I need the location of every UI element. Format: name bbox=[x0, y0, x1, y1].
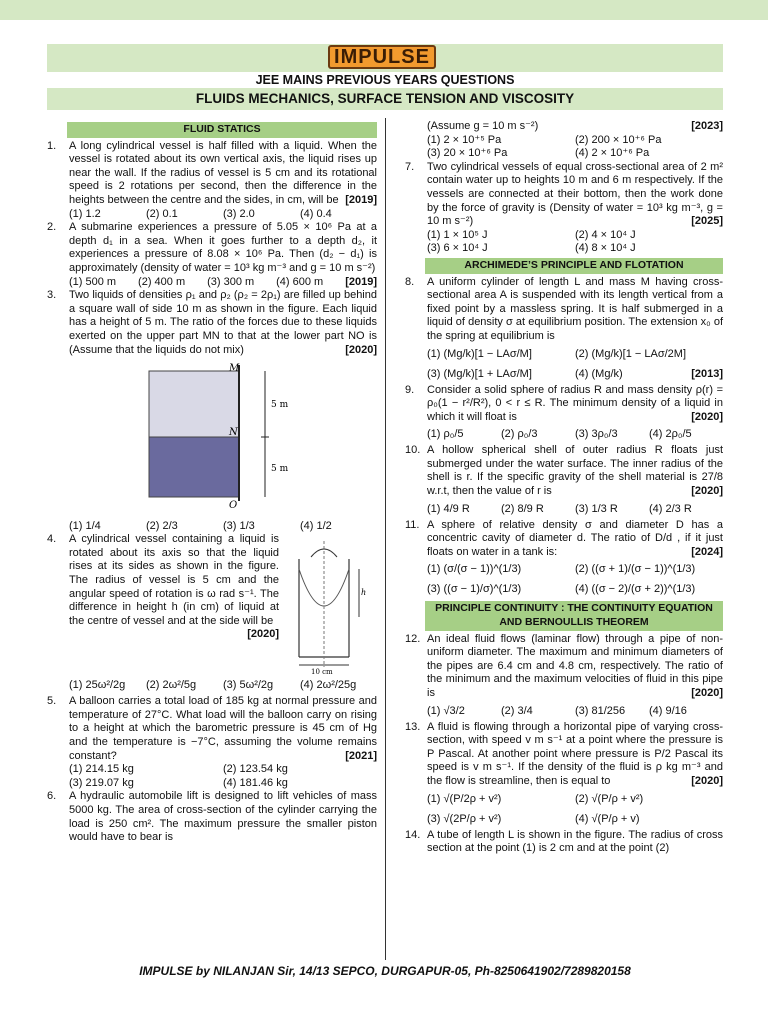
footer-address: IMPULSE by NILANJAN Sir, 14/13 SEPCO, DURGAPUR-05, Ph-8250641902/7289820158 bbox=[139, 964, 631, 978]
year-tag: [2013] bbox=[691, 367, 723, 380]
upper-liquid bbox=[149, 371, 239, 437]
question-8 bbox=[405, 276, 723, 344]
label-o: O bbox=[229, 500, 238, 510]
option: (1) 4/9 R bbox=[427, 502, 470, 515]
option: (1) 1/4 bbox=[69, 519, 101, 532]
vessel-figure bbox=[285, 533, 371, 675]
question-text: A uniform cylinder of length L and mass M having cross-sectional area A is suspended with its length vertical from a fixed point by a massless spring. It is half submerged in a liquid of density σ at equilibrium position. The extension x₀ of the spring at equilibrium is bbox=[427, 275, 723, 342]
option: (4) 2ω²/25g bbox=[300, 679, 357, 692]
label-width: 10 cm bbox=[311, 668, 333, 676]
question-number: 1. bbox=[47, 139, 57, 152]
option: (4) 181.46 kg bbox=[223, 776, 288, 789]
year-tag: [2020] bbox=[691, 410, 723, 423]
year-tag: [2020] bbox=[691, 485, 723, 498]
column-divider bbox=[385, 118, 386, 960]
option: (4) 2/3 R bbox=[649, 502, 692, 515]
question-number: 10. bbox=[405, 444, 421, 457]
option: (2) 3/4 bbox=[501, 704, 533, 717]
option: (1) 2 × 10⁺⁵ Pa bbox=[427, 133, 502, 146]
year-tag: [2020] bbox=[691, 687, 723, 699]
year-tag: [2025] bbox=[691, 215, 723, 228]
question-number: 8. bbox=[405, 275, 415, 288]
left-column bbox=[47, 120, 377, 845]
right-column bbox=[405, 120, 723, 856]
footer-band bbox=[0, 0, 768, 20]
question-4 bbox=[47, 533, 377, 675]
option: (4) 0.4 bbox=[300, 207, 332, 220]
question-number: 13. bbox=[405, 720, 421, 733]
question-10 bbox=[405, 444, 723, 498]
question-13 bbox=[405, 721, 723, 789]
option: (2) 400 m bbox=[138, 275, 186, 288]
question-text: A cylindrical vessel containing a liquid is rotated about its axis so that the liquid rises at its sides as shown in the figure. The radius of vessel is 5 cm and the angular speed of rotation is ω rad s⁻¹. The difference in height h (in cm) of liquid at the centre of vessel and at the side will be bbox=[69, 533, 279, 627]
question-text: (Assume g = 10 m s⁻²) bbox=[427, 120, 539, 132]
year-tag: [2024] bbox=[691, 545, 723, 558]
option: (2) 123.54 kg bbox=[223, 763, 288, 776]
question-number: 14. bbox=[405, 828, 421, 841]
question-9 bbox=[405, 384, 723, 425]
question-6-continued bbox=[405, 120, 723, 134]
section-fluid-statics: FLUID STATICS bbox=[67, 122, 377, 138]
option: (1) 25ω²/2g bbox=[69, 679, 126, 692]
subject-title: FLUIDS MECHANICS, SURFACE TENSION AND VISCOSITY bbox=[195, 91, 575, 106]
question-text: Consider a solid sphere of radius R and mass density ρ(r) = ρ₀(1 − r²/R²), 0 < r ≤ R. The minimum density of a liquid in which it will float is bbox=[427, 383, 723, 423]
options bbox=[405, 424, 723, 444]
option: (3) 20 × 10⁺⁶ Pa bbox=[427, 147, 508, 160]
option: (3) 1/3 bbox=[223, 519, 255, 532]
question-text: A tube of length L is shown in the figure. The radius of cross section at the point (1) is 2 cm and at the point (2) bbox=[427, 828, 723, 855]
year-tag: [2019] bbox=[345, 193, 377, 206]
year-tag: [2020] bbox=[345, 343, 377, 356]
option: (3) 81/256 bbox=[575, 704, 626, 717]
question-text: A long cylindrical vessel is half filled with a liquid. When the vessel is rotated about its own vertical axis, the liquid rises up near the wall. If the radius of vessel is 5 cm and its rotational speed is 2 rotations per second, then the difference in the heights between the centre and the sides, in cm, will be bbox=[69, 139, 377, 206]
options bbox=[47, 763, 377, 790]
option: (2) 2/3 bbox=[146, 519, 178, 532]
option: (1) ρ₀/5 bbox=[427, 428, 464, 441]
question-number: 4. bbox=[47, 533, 57, 546]
question-text: Two liquids of densities ρ₁ and ρ₂ (ρ₂ = 2ρ₁) are filled up behind a square wall of side 10 m as shown in the figure. Each liquid has a height of 5 m. The ratio of the forces due to these liquids exerted on the upper part MN to that at the lower part NO is (Assume that the liquids do not mix) bbox=[69, 289, 377, 356]
year-tag: [2021] bbox=[345, 749, 377, 762]
option: (2) √(P/ρ + v²) bbox=[575, 792, 644, 805]
impulse-logo: IMPULSE bbox=[328, 45, 436, 69]
question-text: A sphere of relative density σ and diameter D has a concentric cavity of diameter d. The ratio of D/d , if it just floats on water in a tank is: bbox=[427, 518, 723, 558]
option: (2) 200 × 10⁺⁶ Pa bbox=[575, 133, 662, 146]
option: (1) 1.2 bbox=[69, 207, 101, 220]
question-6 bbox=[47, 790, 377, 844]
year-tag: [2020] bbox=[691, 774, 723, 787]
option: (2) (Mg/k)[1 − LAσ/2M] bbox=[575, 347, 687, 360]
question-number: 7. bbox=[405, 160, 415, 173]
option: (2) 8/9 R bbox=[501, 502, 544, 515]
question-text: A fluid is flowing through a horizontal pipe of varying cross-section, with speed v m s⁻¹ at a point where the pressure is P Pascal. At another point where pressure is P/2 Pascal its speed is v m s⁻¹. If the density of the fluid is ρ kg m⁻³ and the flow is streamline, then is equal to bbox=[427, 720, 723, 787]
question-number: 9. bbox=[405, 383, 415, 396]
year-tag: [2020] bbox=[247, 628, 279, 641]
question-number: 11. bbox=[405, 518, 420, 531]
option: (4) ((σ − 2)/(σ + 2))^(1/3) bbox=[575, 583, 696, 596]
question-text-block bbox=[69, 533, 279, 675]
question-text: A balloon carries a total load of 185 kg at normal pressure and temperature of 27°C. What load will the balloon carry on rising to a height at which the barometric pressure is 45 cm of Hg and the temperature is −7°C, assuming the volume remains constant? bbox=[69, 695, 377, 762]
label-m: M bbox=[229, 363, 240, 375]
options bbox=[47, 675, 377, 695]
section-continuity: PRINCIPLE CONTINUITY : THE CONTINUITY EQUATION AND BERNOULLIS THEOREM bbox=[425, 601, 723, 630]
question-12 bbox=[405, 633, 723, 701]
option: (3) (Mg/k)[1 + LAσ/M] bbox=[427, 367, 532, 380]
option: (3) 300 m bbox=[207, 275, 255, 288]
tank-figure bbox=[147, 361, 377, 514]
option: (4) √(P/ρ + v) bbox=[575, 812, 640, 825]
options bbox=[405, 789, 723, 829]
section-archimedes: ARCHIMEDE’S PRINCIPLE AND FLOTATION bbox=[425, 258, 723, 274]
options bbox=[405, 134, 723, 161]
option: (3) ((σ − 1)/σ)^(1/3) bbox=[427, 583, 522, 596]
question-text: An ideal fluid flows (laminar flow) through a pipe of non-uniform diameter. The maximum and minimum diameters of the pipes are 6.4 cm and 4.8 cm, respectively. The ratio of the minimum and the maximum velocities of fluid in this pipe is bbox=[427, 632, 723, 699]
question-text: A hollow spherical shell of outer radius R floats just submerged under the water surface. The inner radius of the shell is r. If the specific gravity of the shell material is 27/8 w.r.t, then the value of r is bbox=[427, 444, 723, 498]
question-14 bbox=[405, 829, 723, 856]
option: (3) 3ρ₀/3 bbox=[575, 428, 618, 441]
year-tag: [2019] bbox=[345, 275, 377, 288]
option: (2) 0.1 bbox=[146, 207, 178, 220]
label-upper-height: 5 m bbox=[271, 400, 289, 411]
options bbox=[405, 499, 723, 519]
option: (3) 2.0 bbox=[223, 207, 255, 220]
question-number: 5. bbox=[47, 695, 57, 708]
option: (3) 5ω²/2g bbox=[223, 679, 274, 692]
option: (1) 214.15 kg bbox=[69, 763, 134, 776]
options bbox=[405, 344, 723, 384]
question-number: 12. bbox=[405, 632, 421, 645]
option: (1) √3/2 bbox=[427, 704, 465, 717]
question-1 bbox=[47, 140, 377, 208]
question-11 bbox=[405, 519, 723, 560]
option: (4) 2ρ₀/5 bbox=[649, 428, 692, 441]
option: (4) 9/16 bbox=[649, 704, 687, 717]
option: (4) 600 m bbox=[276, 275, 324, 288]
option: (2) ((σ + 1)/(σ − 1))^(1/3) bbox=[575, 563, 696, 576]
option: (3) 219.07 kg bbox=[69, 776, 134, 789]
option-text: (4) (Mg/k) bbox=[575, 367, 623, 380]
options bbox=[405, 559, 723, 599]
label-lower-height: 5 m bbox=[271, 464, 289, 475]
question-text: A hydraulic automobile lift is designed to lift vehicles of mass 5000 kg. The area of cross-section of the cylinder carrying the load is 250 cm². The maximum pressure the smaller piston would have to bear is bbox=[69, 790, 377, 844]
series-title: JEE MAINS PREVIOUS YEARS QUESTIONS bbox=[255, 73, 515, 87]
option: (3) 6 × 10⁴ J bbox=[427, 242, 488, 255]
option: (2) ρ₀/3 bbox=[501, 428, 538, 441]
options bbox=[405, 229, 723, 256]
options bbox=[47, 208, 377, 222]
question-5 bbox=[47, 695, 377, 763]
option: (3) √(2P/ρ + v²) bbox=[427, 812, 502, 825]
lower-liquid bbox=[149, 437, 239, 497]
option: (3) 1/3 R bbox=[575, 502, 618, 515]
option: (2) 2ω²/5g bbox=[146, 679, 197, 692]
label-h: h bbox=[361, 588, 367, 598]
label-n: N bbox=[229, 427, 238, 439]
option: (1) (σ/(σ − 1))^(1/3) bbox=[427, 563, 522, 576]
tank-diagram bbox=[147, 361, 297, 509]
option: (2) 4 × 10⁴ J bbox=[575, 228, 636, 241]
question-text: Two cylindrical vessels of equal cross-sectional area of 2 m² contain water up to heights 10 m and 6 m respectively. If the vessels are connected at their bottom, then the work done by the force of gravity is (Density of water = 10³ kg m⁻³, g = 10 m s⁻²) bbox=[427, 160, 723, 228]
question-text: A submarine experiences a pressure of 5.05 × 10⁶ Pa at a depth d₁ in a sea. When it goes further to a depth d₂, it experiences a pressure of 8.08 × 10⁶ Pa. Then (d₂ − d₁) is approximately (density of water = 10³ kg m⁻³ and g = 10 m s⁻²) bbox=[69, 221, 377, 274]
option: (1) √(P/2ρ + v²) bbox=[427, 792, 502, 805]
option: (1) 1 × 10⁵ J bbox=[427, 228, 488, 241]
option bbox=[575, 364, 723, 384]
option: (1) 500 m bbox=[69, 275, 117, 288]
question-number: 3. bbox=[47, 289, 57, 302]
options bbox=[405, 701, 723, 721]
option: (4) 8 × 10⁴ J bbox=[575, 242, 636, 255]
option: (4) 1/2 bbox=[300, 519, 332, 532]
option: (4) 2 × 10⁺⁶ Pa bbox=[575, 147, 650, 160]
question-3 bbox=[47, 289, 377, 357]
year-tag: [2023] bbox=[691, 120, 723, 132]
option: (1) (Mg/k)[1 − LAσ/M] bbox=[427, 347, 532, 360]
question-number: 2. bbox=[47, 221, 57, 234]
options bbox=[47, 520, 377, 534]
options bbox=[47, 276, 345, 290]
question-number: 6. bbox=[47, 790, 57, 803]
question-7 bbox=[405, 161, 723, 229]
